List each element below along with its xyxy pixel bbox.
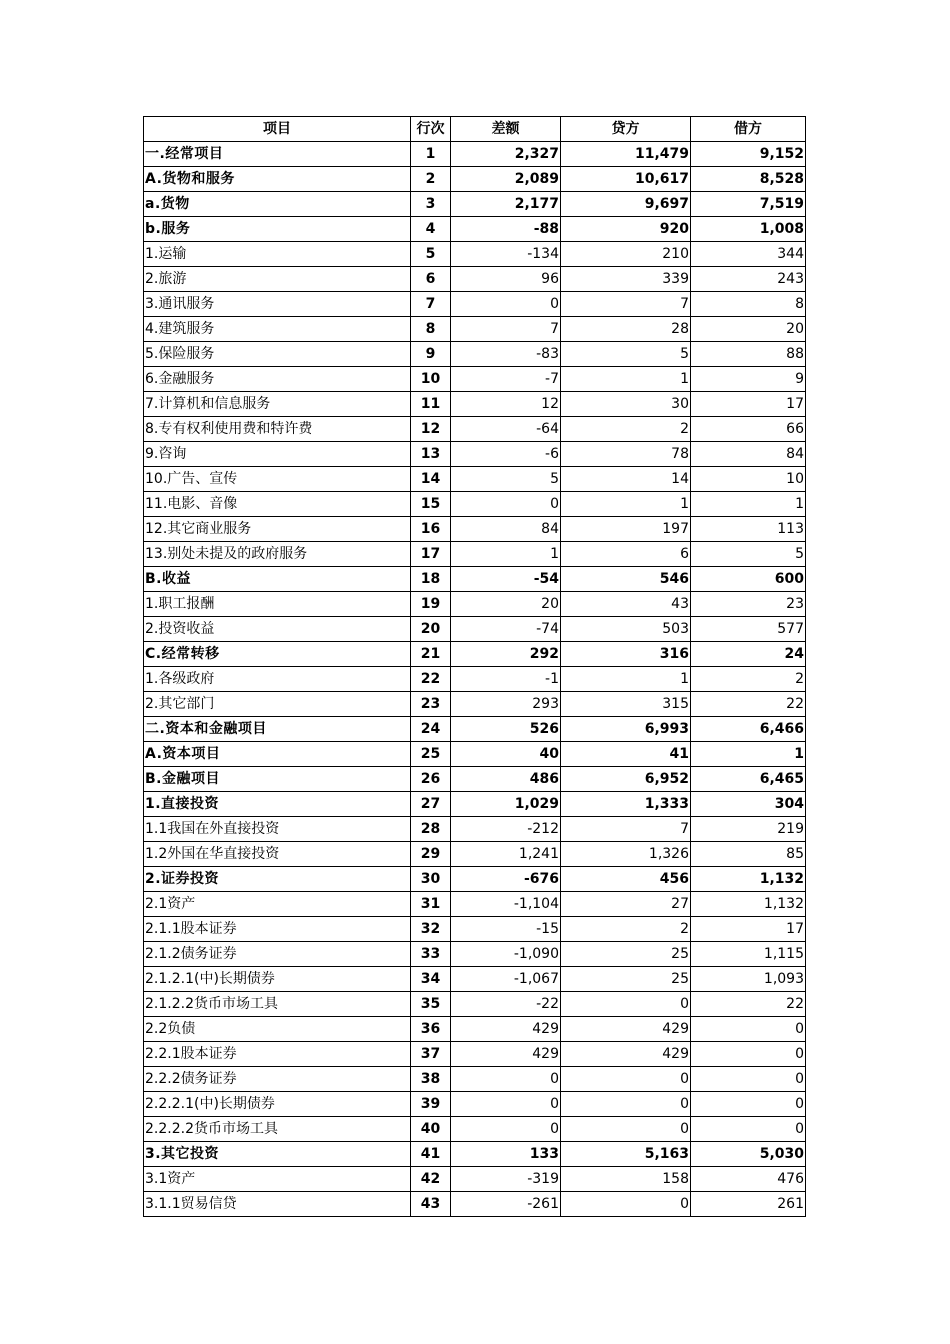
table-row bbox=[144, 417, 806, 442]
difference-cell: -88 bbox=[451, 217, 561, 242]
table-row bbox=[144, 767, 806, 792]
line-number-cell: 27 bbox=[411, 792, 451, 817]
difference-cell: 0 bbox=[451, 1092, 561, 1117]
table-row bbox=[144, 542, 806, 567]
item-name-cell: 2.旅游 bbox=[144, 267, 411, 292]
table-row bbox=[144, 1192, 806, 1217]
table-row bbox=[144, 1067, 806, 1092]
credit-cell: 2 bbox=[561, 917, 691, 942]
table-row bbox=[144, 442, 806, 467]
debit-cell: 10 bbox=[691, 467, 806, 492]
debit-cell: 8,528 bbox=[691, 167, 806, 192]
item-name-cell: 2.2.1股本证券 bbox=[144, 1042, 411, 1067]
credit-cell: 6,952 bbox=[561, 767, 691, 792]
difference-cell: -22 bbox=[451, 992, 561, 1017]
debit-cell: 600 bbox=[691, 567, 806, 592]
line-number-cell: 2 bbox=[411, 167, 451, 192]
item-name-cell: B.收益 bbox=[144, 567, 411, 592]
difference-cell: 1,241 bbox=[451, 842, 561, 867]
table-row bbox=[144, 642, 806, 667]
line-number-cell: 5 bbox=[411, 242, 451, 267]
table-row bbox=[144, 517, 806, 542]
difference-cell: 1,029 bbox=[451, 792, 561, 817]
table-row bbox=[144, 1142, 806, 1167]
line-number-cell: 8 bbox=[411, 317, 451, 342]
item-name-cell: 11.电影、音像 bbox=[144, 492, 411, 517]
difference-cell: 2,327 bbox=[451, 142, 561, 167]
table-row bbox=[144, 1042, 806, 1067]
item-name-cell: 6.金融服务 bbox=[144, 367, 411, 392]
credit-cell: 6 bbox=[561, 542, 691, 567]
difference-cell: -676 bbox=[451, 867, 561, 892]
debit-cell: 304 bbox=[691, 792, 806, 817]
item-name-cell: 1.直接投资 bbox=[144, 792, 411, 817]
table-row bbox=[144, 392, 806, 417]
line-number-cell: 35 bbox=[411, 992, 451, 1017]
debit-cell: 6,466 bbox=[691, 717, 806, 742]
item-name-cell: 9.咨询 bbox=[144, 442, 411, 467]
debit-cell: 0 bbox=[691, 1042, 806, 1067]
line-number-cell: 29 bbox=[411, 842, 451, 867]
item-name-cell: 10.广告、宣传 bbox=[144, 467, 411, 492]
difference-cell: 526 bbox=[451, 717, 561, 742]
table-row bbox=[144, 267, 806, 292]
line-number-cell: 6 bbox=[411, 267, 451, 292]
line-number-cell: 41 bbox=[411, 1142, 451, 1167]
item-name-cell: b.服务 bbox=[144, 217, 411, 242]
debit-cell: 6,465 bbox=[691, 767, 806, 792]
item-name-cell: 1.运输 bbox=[144, 242, 411, 267]
table-row bbox=[144, 492, 806, 517]
credit-cell: 503 bbox=[561, 617, 691, 642]
item-name-cell: 13.别处未提及的政府服务 bbox=[144, 542, 411, 567]
table-row bbox=[144, 567, 806, 592]
table-row bbox=[144, 217, 806, 242]
debit-cell: 1,115 bbox=[691, 942, 806, 967]
table-header-row bbox=[144, 117, 806, 142]
credit-cell: 546 bbox=[561, 567, 691, 592]
item-name-cell: 二.资本和金融项目 bbox=[144, 717, 411, 742]
item-name-cell: 2.其它部门 bbox=[144, 692, 411, 717]
debit-cell: 0 bbox=[691, 1092, 806, 1117]
item-name-cell: 2.1.2.2货币市场工具 bbox=[144, 992, 411, 1017]
line-number-cell: 17 bbox=[411, 542, 451, 567]
credit-cell: 339 bbox=[561, 267, 691, 292]
line-number-cell: 24 bbox=[411, 717, 451, 742]
credit-cell: 315 bbox=[561, 692, 691, 717]
credit-cell: 14 bbox=[561, 467, 691, 492]
table-row bbox=[144, 317, 806, 342]
debit-cell: 1,132 bbox=[691, 892, 806, 917]
line-number-cell: 30 bbox=[411, 867, 451, 892]
difference-cell: -212 bbox=[451, 817, 561, 842]
credit-cell: 41 bbox=[561, 742, 691, 767]
line-number-cell: 22 bbox=[411, 667, 451, 692]
header-line-no: 行次 bbox=[411, 117, 451, 142]
line-number-cell: 36 bbox=[411, 1017, 451, 1042]
line-number-cell: 25 bbox=[411, 742, 451, 767]
line-number-cell: 39 bbox=[411, 1092, 451, 1117]
table-row bbox=[144, 292, 806, 317]
debit-cell: 0 bbox=[691, 1067, 806, 1092]
credit-cell: 1 bbox=[561, 667, 691, 692]
line-number-cell: 40 bbox=[411, 1117, 451, 1142]
table-row bbox=[144, 867, 806, 892]
item-name-cell: 2.证券投资 bbox=[144, 867, 411, 892]
line-number-cell: 10 bbox=[411, 367, 451, 392]
debit-cell: 1,093 bbox=[691, 967, 806, 992]
difference-cell: 429 bbox=[451, 1017, 561, 1042]
line-number-cell: 13 bbox=[411, 442, 451, 467]
item-name-cell: 2.2.2.1(中)长期债券 bbox=[144, 1092, 411, 1117]
credit-cell: 456 bbox=[561, 867, 691, 892]
difference-cell: -1 bbox=[451, 667, 561, 692]
debit-cell: 23 bbox=[691, 592, 806, 617]
difference-cell: -1,090 bbox=[451, 942, 561, 967]
debit-cell: 0 bbox=[691, 1117, 806, 1142]
debit-cell: 219 bbox=[691, 817, 806, 842]
debit-cell: 113 bbox=[691, 517, 806, 542]
debit-cell: 88 bbox=[691, 342, 806, 367]
difference-cell: -261 bbox=[451, 1192, 561, 1217]
difference-cell: 292 bbox=[451, 642, 561, 667]
line-number-cell: 7 bbox=[411, 292, 451, 317]
debit-cell: 8 bbox=[691, 292, 806, 317]
line-number-cell: 14 bbox=[411, 467, 451, 492]
line-number-cell: 32 bbox=[411, 917, 451, 942]
difference-cell: -134 bbox=[451, 242, 561, 267]
difference-cell: 2,089 bbox=[451, 167, 561, 192]
difference-cell: -1,104 bbox=[451, 892, 561, 917]
difference-cell: 0 bbox=[451, 1117, 561, 1142]
credit-cell: 30 bbox=[561, 392, 691, 417]
debit-cell: 9 bbox=[691, 367, 806, 392]
table-row bbox=[144, 717, 806, 742]
table-row bbox=[144, 1167, 806, 1192]
table-row bbox=[144, 1117, 806, 1142]
item-name-cell: 一.经常项目 bbox=[144, 142, 411, 167]
debit-cell: 20 bbox=[691, 317, 806, 342]
credit-cell: 197 bbox=[561, 517, 691, 542]
line-number-cell: 26 bbox=[411, 767, 451, 792]
line-number-cell: 11 bbox=[411, 392, 451, 417]
item-name-cell: 2.2.2债务证券 bbox=[144, 1067, 411, 1092]
item-name-cell: A.货物和服务 bbox=[144, 167, 411, 192]
debit-cell: 1 bbox=[691, 492, 806, 517]
credit-cell: 5,163 bbox=[561, 1142, 691, 1167]
header-credit: 贷方 bbox=[561, 117, 691, 142]
difference-cell: -74 bbox=[451, 617, 561, 642]
table-row bbox=[144, 892, 806, 917]
item-name-cell: A.资本项目 bbox=[144, 742, 411, 767]
difference-cell: 12 bbox=[451, 392, 561, 417]
table-row bbox=[144, 817, 806, 842]
credit-cell: 9,697 bbox=[561, 192, 691, 217]
table-row bbox=[144, 592, 806, 617]
difference-cell: 20 bbox=[451, 592, 561, 617]
debit-cell: 344 bbox=[691, 242, 806, 267]
table-row bbox=[144, 367, 806, 392]
debit-cell: 1,132 bbox=[691, 867, 806, 892]
debit-cell: 7,519 bbox=[691, 192, 806, 217]
debit-cell: 9,152 bbox=[691, 142, 806, 167]
table-row bbox=[144, 192, 806, 217]
line-number-cell: 34 bbox=[411, 967, 451, 992]
item-name-cell: 1.各级政府 bbox=[144, 667, 411, 692]
difference-cell: 0 bbox=[451, 1067, 561, 1092]
difference-cell: 40 bbox=[451, 742, 561, 767]
credit-cell: 27 bbox=[561, 892, 691, 917]
line-number-cell: 37 bbox=[411, 1042, 451, 1067]
line-number-cell: 21 bbox=[411, 642, 451, 667]
debit-cell: 5,030 bbox=[691, 1142, 806, 1167]
item-name-cell: 1.2外国在华直接投资 bbox=[144, 842, 411, 867]
item-name-cell: 3.通讯服务 bbox=[144, 292, 411, 317]
credit-cell: 28 bbox=[561, 317, 691, 342]
debit-cell: 66 bbox=[691, 417, 806, 442]
table-row bbox=[144, 917, 806, 942]
difference-cell: -64 bbox=[451, 417, 561, 442]
credit-cell: 2 bbox=[561, 417, 691, 442]
table-row bbox=[144, 242, 806, 267]
credit-cell: 158 bbox=[561, 1167, 691, 1192]
balance-of-payments-table bbox=[143, 116, 806, 1217]
credit-cell: 0 bbox=[561, 1067, 691, 1092]
difference-cell: -6 bbox=[451, 442, 561, 467]
header-item: 项目 bbox=[144, 117, 411, 142]
credit-cell: 316 bbox=[561, 642, 691, 667]
line-number-cell: 3 bbox=[411, 192, 451, 217]
line-number-cell: 38 bbox=[411, 1067, 451, 1092]
credit-cell: 1,326 bbox=[561, 842, 691, 867]
difference-cell: -7 bbox=[451, 367, 561, 392]
debit-cell: 577 bbox=[691, 617, 806, 642]
item-name-cell: 2.1.1股本证券 bbox=[144, 917, 411, 942]
difference-cell: 7 bbox=[451, 317, 561, 342]
line-number-cell: 42 bbox=[411, 1167, 451, 1192]
item-name-cell: 8.专有权利使用费和特许费 bbox=[144, 417, 411, 442]
difference-cell: 133 bbox=[451, 1142, 561, 1167]
line-number-cell: 18 bbox=[411, 567, 451, 592]
table-row bbox=[144, 842, 806, 867]
difference-cell: 429 bbox=[451, 1042, 561, 1067]
debit-cell: 17 bbox=[691, 392, 806, 417]
credit-cell: 0 bbox=[561, 1117, 691, 1142]
difference-cell: 5 bbox=[451, 467, 561, 492]
credit-cell: 5 bbox=[561, 342, 691, 367]
table-body bbox=[144, 142, 806, 1217]
credit-cell: 25 bbox=[561, 942, 691, 967]
debit-cell: 261 bbox=[691, 1192, 806, 1217]
credit-cell: 920 bbox=[561, 217, 691, 242]
debit-cell: 24 bbox=[691, 642, 806, 667]
item-name-cell: 5.保险服务 bbox=[144, 342, 411, 367]
table-row bbox=[144, 342, 806, 367]
credit-cell: 1,333 bbox=[561, 792, 691, 817]
line-number-cell: 9 bbox=[411, 342, 451, 367]
difference-cell: 0 bbox=[451, 292, 561, 317]
debit-cell: 17 bbox=[691, 917, 806, 942]
credit-cell: 6,993 bbox=[561, 717, 691, 742]
table-row bbox=[144, 1092, 806, 1117]
credit-cell: 78 bbox=[561, 442, 691, 467]
item-name-cell: 1.1我国在外直接投资 bbox=[144, 817, 411, 842]
difference-cell: 84 bbox=[451, 517, 561, 542]
line-number-cell: 31 bbox=[411, 892, 451, 917]
credit-cell: 7 bbox=[561, 817, 691, 842]
credit-cell: 43 bbox=[561, 592, 691, 617]
debit-cell: 84 bbox=[691, 442, 806, 467]
table-row bbox=[144, 467, 806, 492]
credit-cell: 429 bbox=[561, 1017, 691, 1042]
item-name-cell: 7.计算机和信息服务 bbox=[144, 392, 411, 417]
debit-cell: 0 bbox=[691, 1017, 806, 1042]
table-row bbox=[144, 967, 806, 992]
header-debit: 借方 bbox=[691, 117, 806, 142]
debit-cell: 22 bbox=[691, 692, 806, 717]
credit-cell: 0 bbox=[561, 992, 691, 1017]
debit-cell: 243 bbox=[691, 267, 806, 292]
debit-cell: 85 bbox=[691, 842, 806, 867]
credit-cell: 7 bbox=[561, 292, 691, 317]
difference-cell: 1 bbox=[451, 542, 561, 567]
debit-cell: 1 bbox=[691, 742, 806, 767]
item-name-cell: 3.1.1贸易信贷 bbox=[144, 1192, 411, 1217]
difference-cell: 0 bbox=[451, 492, 561, 517]
credit-cell: 429 bbox=[561, 1042, 691, 1067]
difference-cell: 486 bbox=[451, 767, 561, 792]
item-name-cell: 12.其它商业服务 bbox=[144, 517, 411, 542]
line-number-cell: 28 bbox=[411, 817, 451, 842]
debit-cell: 476 bbox=[691, 1167, 806, 1192]
difference-cell: 2,177 bbox=[451, 192, 561, 217]
line-number-cell: 19 bbox=[411, 592, 451, 617]
line-number-cell: 33 bbox=[411, 942, 451, 967]
item-name-cell: a.货物 bbox=[144, 192, 411, 217]
table-row bbox=[144, 692, 806, 717]
credit-cell: 25 bbox=[561, 967, 691, 992]
credit-cell: 0 bbox=[561, 1092, 691, 1117]
line-number-cell: 16 bbox=[411, 517, 451, 542]
credit-cell: 210 bbox=[561, 242, 691, 267]
line-number-cell: 23 bbox=[411, 692, 451, 717]
debit-cell: 2 bbox=[691, 667, 806, 692]
line-number-cell: 12 bbox=[411, 417, 451, 442]
table-row bbox=[144, 142, 806, 167]
credit-cell: 0 bbox=[561, 1192, 691, 1217]
difference-cell: 293 bbox=[451, 692, 561, 717]
item-name-cell: 3.其它投资 bbox=[144, 1142, 411, 1167]
difference-cell: 96 bbox=[451, 267, 561, 292]
difference-cell: -54 bbox=[451, 567, 561, 592]
debit-cell: 22 bbox=[691, 992, 806, 1017]
table-row bbox=[144, 617, 806, 642]
item-name-cell: 2.1资产 bbox=[144, 892, 411, 917]
item-name-cell: 2.投资收益 bbox=[144, 617, 411, 642]
line-number-cell: 20 bbox=[411, 617, 451, 642]
table-row bbox=[144, 1017, 806, 1042]
table-row bbox=[144, 992, 806, 1017]
table-row bbox=[144, 167, 806, 192]
debit-cell: 1,008 bbox=[691, 217, 806, 242]
item-name-cell: 1.职工报酬 bbox=[144, 592, 411, 617]
line-number-cell: 1 bbox=[411, 142, 451, 167]
difference-cell: -83 bbox=[451, 342, 561, 367]
line-number-cell: 15 bbox=[411, 492, 451, 517]
table-row bbox=[144, 667, 806, 692]
table-row bbox=[144, 742, 806, 767]
item-name-cell: 3.1资产 bbox=[144, 1167, 411, 1192]
item-name-cell: 2.1.2债务证券 bbox=[144, 942, 411, 967]
debit-cell: 5 bbox=[691, 542, 806, 567]
difference-cell: -319 bbox=[451, 1167, 561, 1192]
item-name-cell: 2.1.2.1(中)长期债券 bbox=[144, 967, 411, 992]
credit-cell: 10,617 bbox=[561, 167, 691, 192]
credit-cell: 1 bbox=[561, 367, 691, 392]
item-name-cell: 2.2.2.2货币市场工具 bbox=[144, 1117, 411, 1142]
credit-cell: 1 bbox=[561, 492, 691, 517]
table-row bbox=[144, 792, 806, 817]
item-name-cell: B.金融项目 bbox=[144, 767, 411, 792]
item-name-cell: 2.2负债 bbox=[144, 1017, 411, 1042]
item-name-cell: 4.建筑服务 bbox=[144, 317, 411, 342]
header-difference: 差额 bbox=[451, 117, 561, 142]
difference-cell: -15 bbox=[451, 917, 561, 942]
difference-cell: -1,067 bbox=[451, 967, 561, 992]
table-row bbox=[144, 942, 806, 967]
line-number-cell: 4 bbox=[411, 217, 451, 242]
line-number-cell: 43 bbox=[411, 1192, 451, 1217]
credit-cell: 11,479 bbox=[561, 142, 691, 167]
item-name-cell: C.经常转移 bbox=[144, 642, 411, 667]
